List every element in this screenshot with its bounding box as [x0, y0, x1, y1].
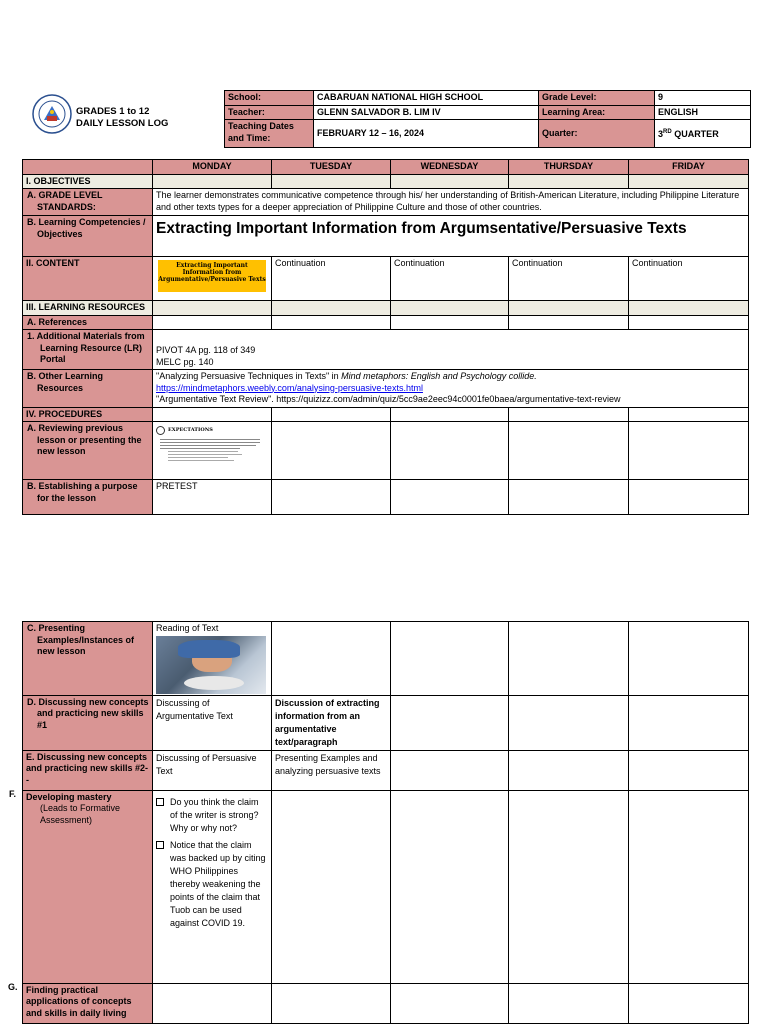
discussing-concepts-1-label: D. Discussing new concepts and practicing new skills #1 — [23, 695, 153, 750]
objectives-heading: I. OBJECTIVES — [23, 174, 153, 189]
quarter-value: 3RD QUARTER — [655, 120, 751, 148]
procedures-heading: IV. PROCEDURES — [23, 407, 153, 422]
other-resources-text: "Analyzing Persuasive Techniques in Texts" in Mind metaphors: English and Psychology collide. https://mindmetaphors.weebly.com/analysing-persuasive-texts.html "Argumentative Text Review". https://quizizz.com/admin/quiz/5cc9ae2eec94c0001fe0baea/argumentative-text-review — [153, 370, 749, 408]
practical-applications-label: Finding practical applications of concepts and skills in daily living — [23, 983, 153, 1023]
mastery-question-1: Do you think the claim of the writer is strong? Why or why not? — [170, 796, 259, 833]
additional-materials-label: 1. Additional Materials from Learning Resource (LR) Portal — [23, 330, 153, 370]
teacher-value: GLENN SALVADOR B. LIM IV — [314, 105, 539, 120]
learning-area-label: Learning Area: — [539, 105, 655, 120]
lesson-log-table — [22, 159, 749, 515]
grade-level-value: 9 — [655, 91, 751, 106]
learning-area-value: ENGLISH — [655, 105, 751, 120]
content-thursday: Continuation — [509, 257, 629, 301]
content-monday-highlight: Extracting Important Information from Argumentative/Persuasive Texts — [158, 260, 266, 292]
learning-competencies-title: Extracting Important Information from Argumsentative/Persuasive Texts — [153, 216, 749, 257]
discussing-1-tuesday: Discussion of extracting information from an argumentative text/paragraph — [272, 695, 391, 750]
developing-mastery-label: Developing mastery (Leads to Formative Assessment) — [23, 790, 153, 983]
reading-photo — [156, 636, 266, 694]
school-label: School: — [225, 91, 314, 106]
target-icon — [156, 426, 165, 435]
purpose-monday: PRETEST — [153, 480, 272, 515]
content-monday — [153, 257, 272, 301]
presenting-examples-label: C. Presenting Examples/Instances of new lesson — [23, 622, 153, 696]
lesson-log-table-page2 — [22, 621, 749, 1024]
grade-level-label: Grade Level: — [539, 91, 655, 106]
log-title-line2: DAILY LESSON LOG — [76, 118, 169, 129]
bullet-box-icon — [156, 841, 164, 849]
bullet-box-icon — [156, 798, 164, 806]
content-wednesday: Continuation — [391, 257, 509, 301]
reviewing-lesson-label: A. Reviewing previous lesson or presenting the new lesson — [23, 422, 153, 480]
teaching-dates-label: Teaching Dates and Time: — [225, 120, 314, 148]
purpose-label: B. Establishing a purpose for the lesson — [23, 480, 153, 515]
day-header-wednesday: WEDNESDAY — [391, 160, 509, 175]
learning-resources-heading: III. LEARNING RESOURCES — [23, 301, 153, 316]
day-header-monday: MONDAY — [153, 160, 272, 175]
other-resources-label: B. Other Learning Resources — [23, 370, 153, 408]
mastery-letter: F. — [9, 789, 17, 799]
quarter-label: Quarter: — [539, 120, 655, 148]
discussing-concepts-2-label: E. Discussing new concepts and practicing new skills #2-- — [23, 750, 153, 790]
references-label: A. References — [23, 315, 153, 330]
discussing-1-monday: Discussing of Argumentative Text — [153, 695, 272, 750]
deped-logo — [32, 94, 72, 134]
expectations-title: EXPECTATIONS — [168, 427, 213, 433]
practical-letter: G. — [8, 982, 18, 992]
school-value: CABARUAN NATIONAL HIGH SCHOOL — [314, 91, 539, 106]
teacher-label: Teacher: — [225, 105, 314, 120]
additional-materials-text: PIVOT 4A pg. 118 of 349 MELC pg. 140 — [153, 330, 749, 370]
day-header-friday: FRIDAY — [629, 160, 749, 175]
presenting-monday: Reading of Text — [153, 622, 272, 696]
content-label: II. CONTENT — [23, 257, 153, 301]
grade-level-standards-text: The learner demonstrates communicative competence through his/ her understanding of British-American Literature, including Philippine Literature and other texts types for a deeper appreciation of Philippine Culture and those of other countries. — [153, 189, 749, 216]
day-header-tuesday: TUESDAY — [272, 160, 391, 175]
discussing-2-monday: Discussing of Persuasive Text — [153, 750, 272, 790]
grade-level-standards-label: A. GRADE LEVEL STANDARDS: — [23, 189, 153, 216]
mastery-question-2: Notice that the claim was backed up by citing WHO Philippines thereby weakening the points of the claim that Tuob can be used against COVID 19. — [170, 839, 266, 928]
content-tuesday: Continuation — [272, 257, 391, 301]
mindmetaphors-link[interactable]: https://mindmetaphors.weebly.com/analysing-persuasive-texts.html — [156, 382, 423, 393]
day-header-thursday: THURSDAY — [509, 160, 629, 175]
expectations-thumbnail — [153, 422, 272, 480]
learning-competencies-label: B. Learning Competencies / Objectives — [23, 216, 153, 257]
teaching-dates-value: FEBRUARY 12 – 16, 2024 — [314, 120, 539, 148]
log-title-line1: GRADES 1 to 12 — [76, 106, 150, 117]
header-table — [224, 90, 751, 148]
mastery-questions — [153, 790, 272, 983]
content-friday: Continuation — [629, 257, 749, 301]
corner-cell — [23, 160, 153, 175]
discussing-2-tuesday: Presenting Examples and analyzing persuasive texts — [272, 750, 391, 790]
